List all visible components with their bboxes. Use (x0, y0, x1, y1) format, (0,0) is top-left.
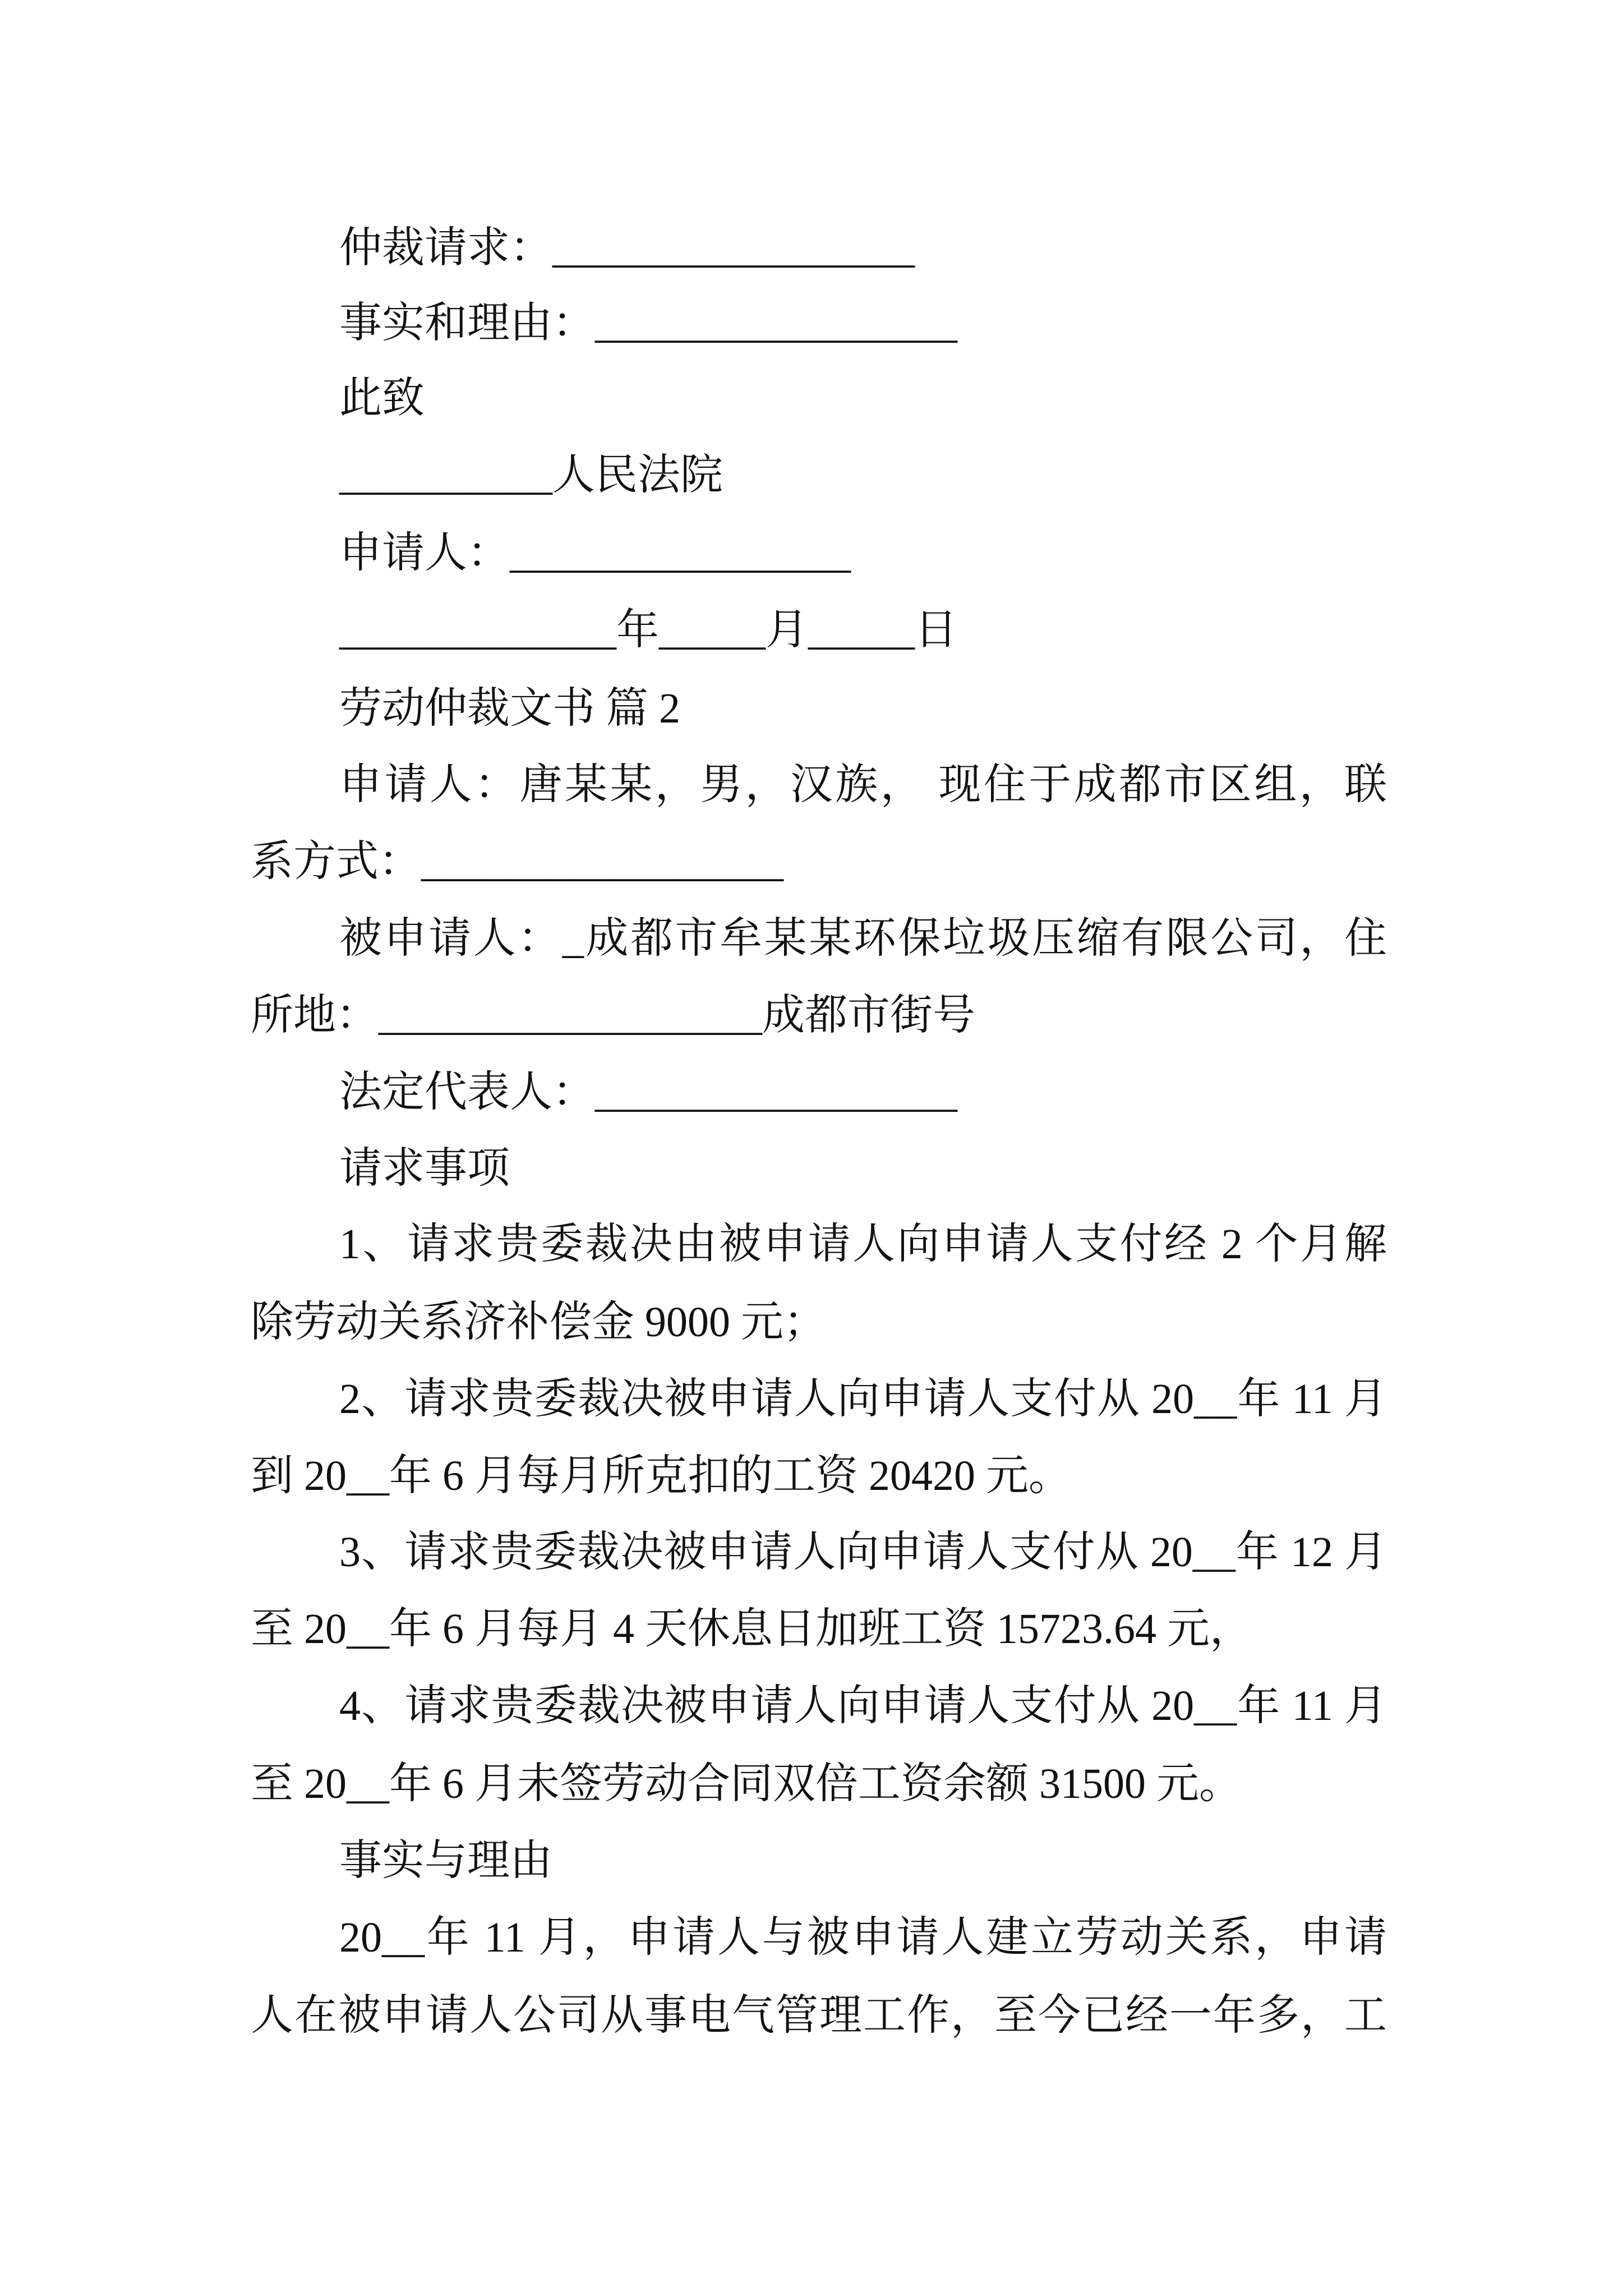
claim-3-line-2: 至 20__年 6 月每月 4 天休息日加班工资 15723.64 元， (251, 1605, 1252, 1653)
arbitration-request-line: 仲裁请求：_________________ (339, 224, 915, 272)
claim-3-line-1: 3、请求贵委裁决被申请人向申请人支付从 20__年 12 月 (339, 1529, 1387, 1576)
article-heading: 劳动仲裁文书 篇 2 (339, 685, 680, 732)
claim-4-line-2: 至 20__年 6 月未签劳动合同双倍工资余额 31500 元。 (251, 1760, 1242, 1807)
applicant-info-line-2: 系方式：_________________ (251, 838, 783, 885)
applicant-info-line-1: 申请人：唐某某，男，汉族， 现住于成都市区组，联 (339, 761, 1387, 808)
claim-1-line-2: 除劳动关系济补偿金 9000 元； (251, 1299, 826, 1346)
facts-and-reasons-line: 事实和理由：_________________ (339, 300, 957, 347)
facts-line-1: 20__年 11 月，申请人与被申请人建立劳动关系，申请 (339, 1914, 1387, 1961)
facts-line-2: 人在被申请人公司从事电气管理工作，至今已经一年多，工 (251, 1992, 1387, 2039)
claim-1-line-1: 1、请求贵委裁决由被申请人向申请人支付经 2 个月解 (339, 1221, 1387, 1268)
legal-representative-line: 法定代表人：_________________ (339, 1069, 957, 1116)
claim-2-line-1: 2、请求贵委裁决被申请人向申请人支付从 20__年 11 月 (339, 1375, 1387, 1423)
court-line: __________人民法院 (339, 452, 723, 499)
facts-heading: 事实与理由 (339, 1837, 552, 1884)
respondent-info-line-2: 所地：__________________成都市街号 (251, 992, 975, 1039)
claim-4-line-1: 4、请求贵委裁决被申请人向申请人支付从 20__年 11 月 (339, 1682, 1387, 1729)
applicant-signature-line: 申请人：________________ (339, 530, 851, 577)
date-line: _____________年_____月_____日 (339, 606, 957, 654)
claim-2-line-2: 到 20__年 6 月每月所克扣的工资 20420 元。 (251, 1452, 1071, 1499)
salutation-line: 此致 (339, 375, 425, 422)
claims-heading: 请求事项 (339, 1145, 510, 1192)
respondent-info-line-1: 被申请人：_成都市牟某某环保垃圾压缩有限公司，住 (339, 915, 1387, 962)
